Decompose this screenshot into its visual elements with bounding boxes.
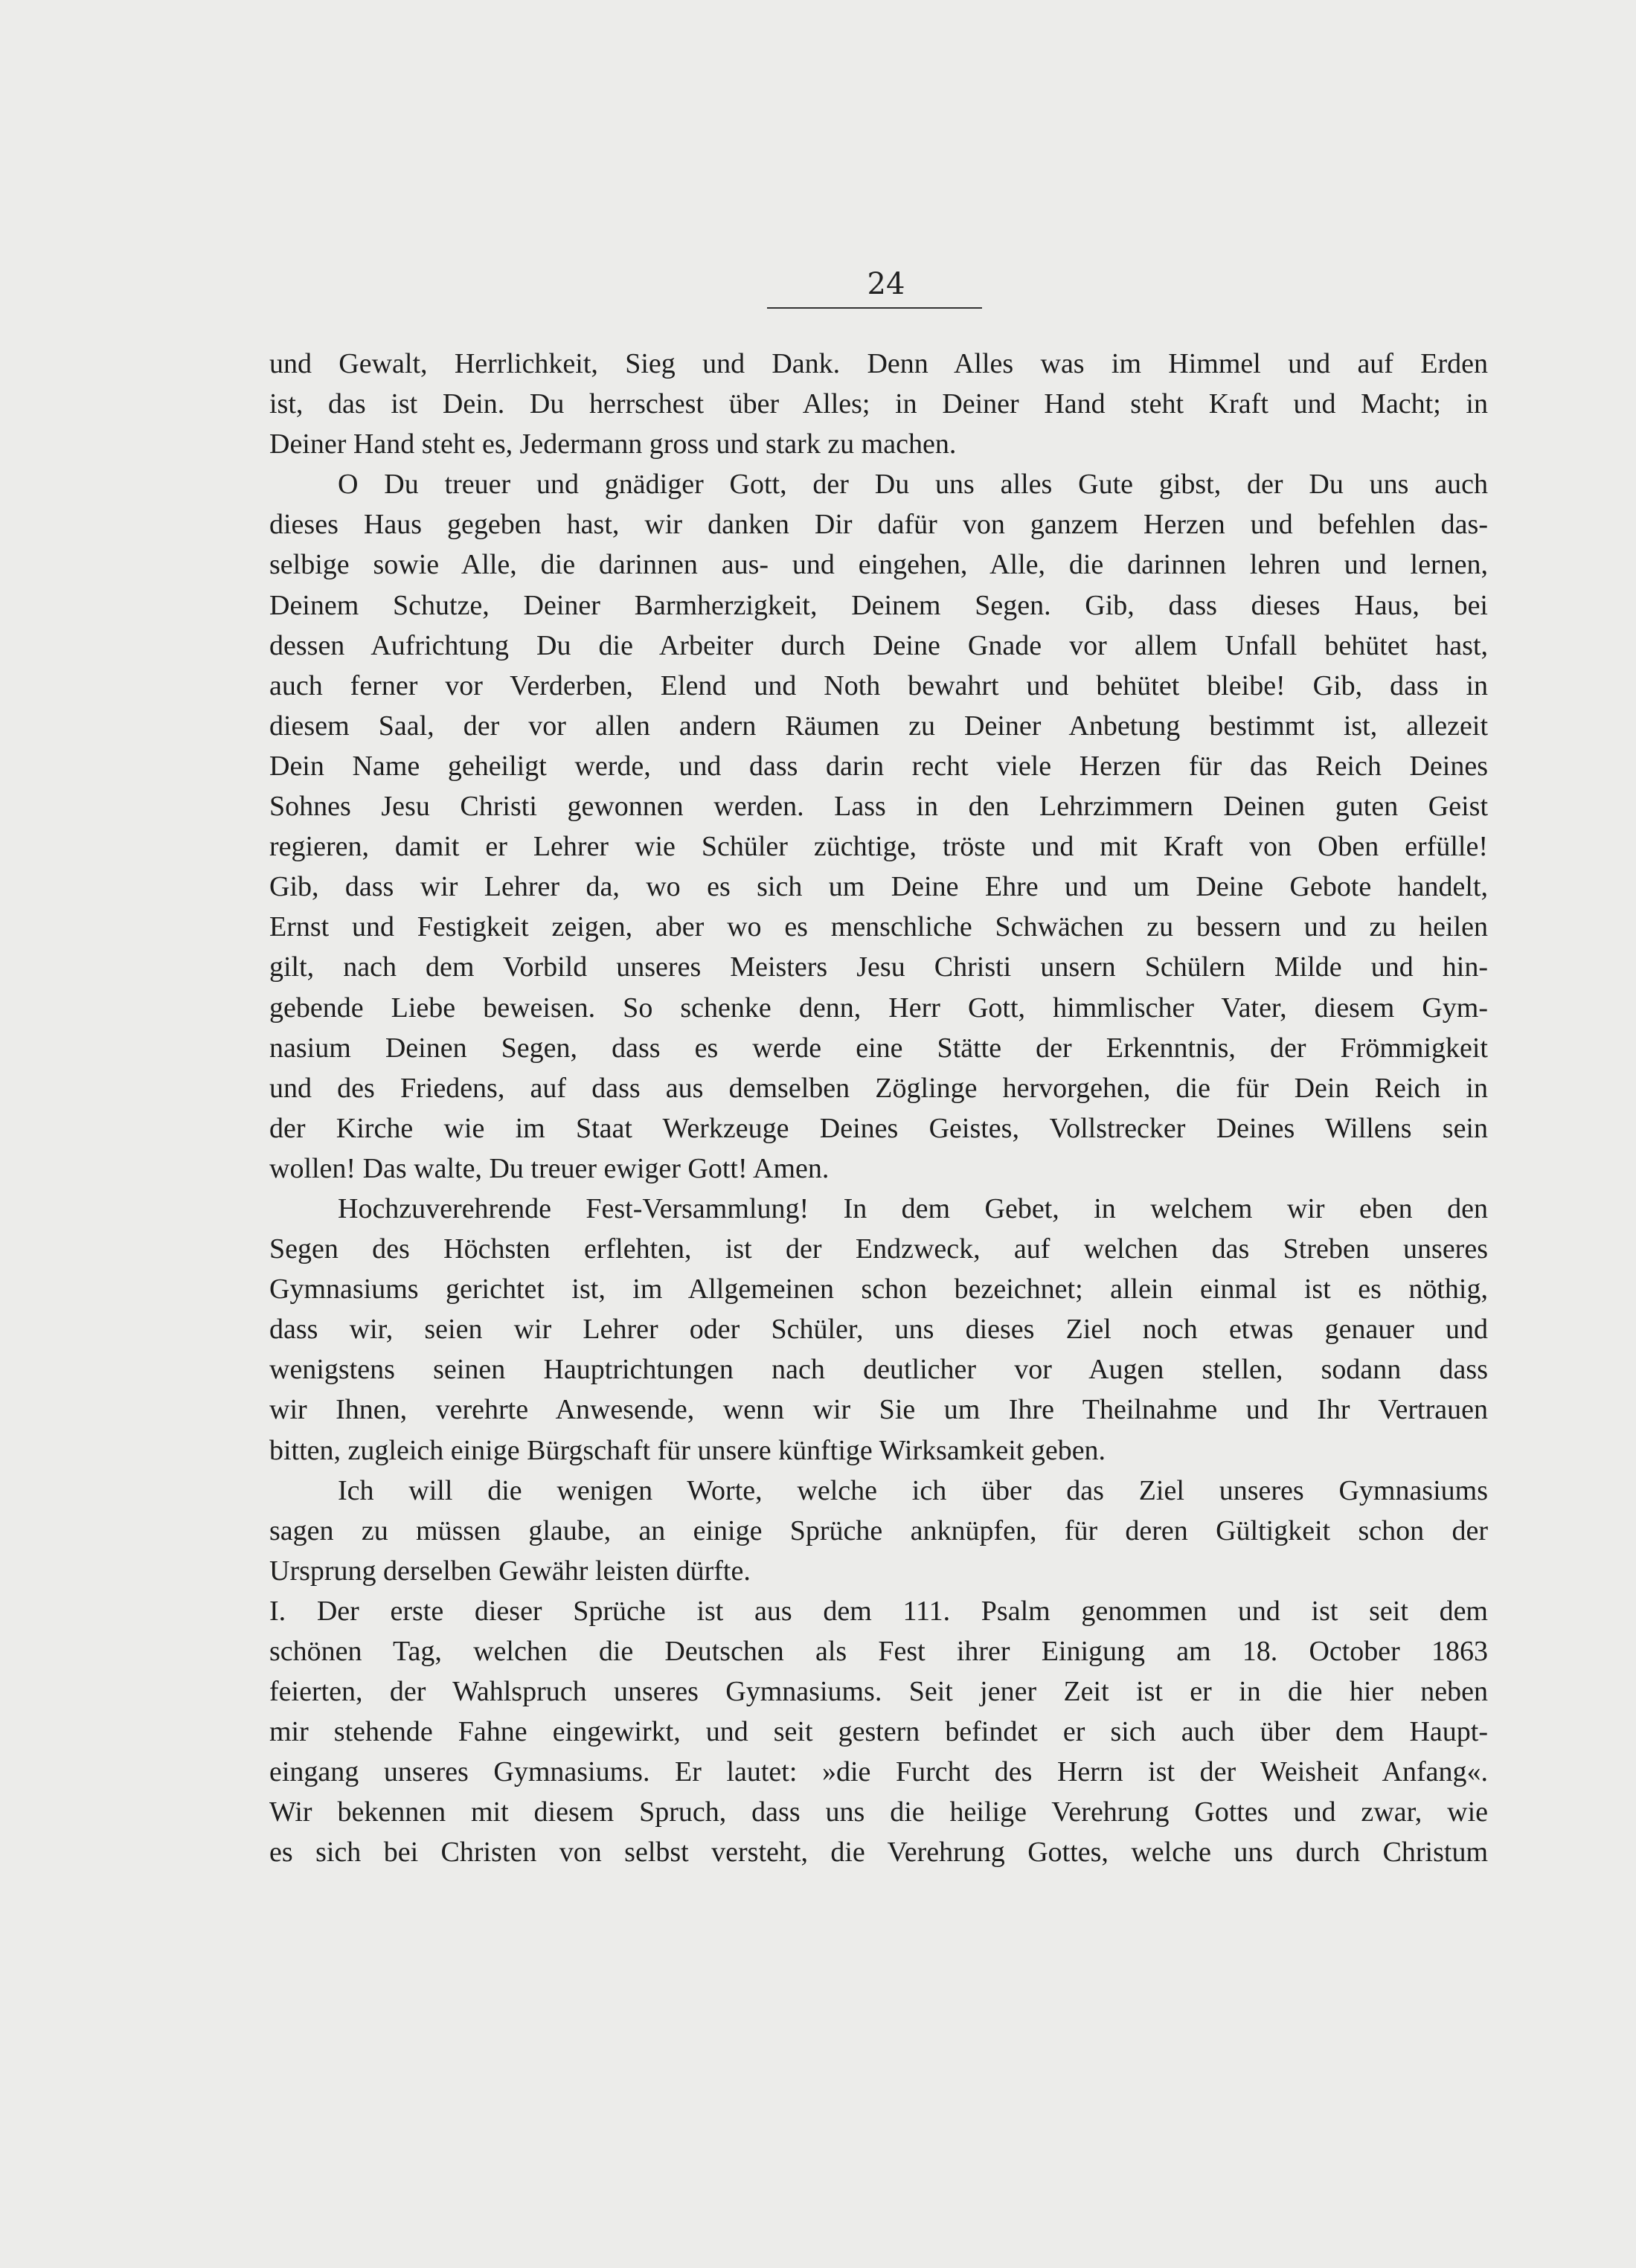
paragraph-first-line: Hochzuverehrende Fest-Versammlung! In dem Gebet, in welchem wir eben den <box>338 1192 1488 1224</box>
text-line: es sich bei Christen von selbst versteht, die Verehrung Gottes, welche uns durch Christum <box>269 1837 1488 1869</box>
header-rule <box>767 307 982 309</box>
text-line: auch ferner vor Verderben, Elend und Noth bewahrt und behütet bleibe! Gib, dass in <box>269 669 1488 701</box>
text-line: Dein Name geheiligt werde, und dass darin recht viele Herzen für das Reich Deines <box>269 750 1488 782</box>
text-line: sagen zu müssen glaube, an einige Sprüche anknüpfen, für deren Gültigkeit schon der <box>269 1514 1488 1546</box>
page-number: 24 <box>867 267 905 301</box>
text-line: der Kirche wie im Staat Werkzeuge Deines Geistes, Vollstrecker Deines Willens sein <box>269 1112 1488 1144</box>
body-text <box>269 344 1488 1873</box>
text-line: nasium Deinen Segen, dass es werde eine Stätte der Erkenntnis, der Frömmigkeit <box>269 1032 1488 1064</box>
text-line: bitten, zugleich einige Bürgschaft für unsere künftige Wirksamkeit geben. <box>269 1434 1106 1466</box>
paragraph-first-line: I. Der erste dieser Sprüche ist aus dem 111. Psalm genommen und ist seit dem <box>269 1595 1488 1627</box>
text-line: selbige sowie Alle, die darinnen aus- und eingehen, Alle, die darinnen lehren und lernen, <box>269 549 1488 581</box>
text-line: Ernst und Festigkeit zeigen, aber wo es menschliche Schwächen zu bessern und zu heilen <box>269 911 1488 943</box>
text-line: und Gewalt, Herrlichkeit, Sieg und Dank. Denn Alles was im Himmel und auf Erden <box>269 348 1488 379</box>
text-line: dass wir, seien wir Lehrer oder Schüler, uns dieses Ziel noch etwas genauer und <box>269 1314 1488 1346</box>
text-line: schönen Tag, welchen die Deutschen als Fest ihrer Einigung am 18. October 1863 <box>269 1636 1488 1667</box>
text-line: Sohnes Jesu Christi gewonnen werden. Lass in den Lehrzimmern Deinen guten Geist <box>269 791 1488 823</box>
text-line: Wir bekennen mit diesem Spruch, dass uns die heilige Verehrung Gottes und zwar, wie <box>269 1796 1488 1828</box>
text-line: mir stehende Fahne eingewirkt, und seit gestern befindet er sich auch über dem Haupt- <box>269 1716 1488 1748</box>
text-line: Ursprung derselben Gewähr leisten dürfte. <box>269 1555 751 1587</box>
text-line: feierten, der Wahlspruch unseres Gymnasiums. Seit jener Zeit ist er in die hier neben <box>269 1676 1488 1708</box>
text-line: wollen! Das walte, Du treuer ewiger Gott! Amen. <box>269 1152 830 1184</box>
text-line: ist, das ist Dein. Du herrschest über Alles; in Deiner Hand steht Kraft und Macht; in <box>269 388 1488 420</box>
text-line: und des Friedens, auf dass aus demselben Zöglinge hervorgehen, die für Dein Reich in <box>269 1072 1488 1104</box>
text-line: diesem Saal, der vor allen andern Räumen zu Deiner Anbetung bestimmt ist, allezeit <box>269 710 1488 742</box>
text-line: dessen Aufrichtung Du die Arbeiter durch Deine Gnade vor allem Unfall behütet hast, <box>269 629 1488 661</box>
text-line: Gib, dass wir Lehrer da, wo es sich um Deine Ehre und um Deine Gebote handelt, <box>269 871 1488 903</box>
paragraph-first-line: Ich will die wenigen Worte, welche ich über das Ziel unseres Gymnasiums <box>338 1474 1488 1506</box>
paragraph-first-line: O Du treuer und gnädiger Gott, der Du uns alles Gute gibst, der Du uns auch <box>338 469 1488 501</box>
text-line: Deiner Hand steht es, Jedermann gross und stark zu machen. <box>269 428 957 460</box>
text-line: gilt, nach dem Vorbild unseres Meisters Jesu Christi unsern Schülern Milde und hin- <box>269 951 1488 983</box>
text-line: gebende Liebe beweisen. So schenke denn, Herr Gott, himmlischer Vater, diesem Gym- <box>269 992 1488 1024</box>
text-line: Deinem Schutze, Deiner Barmherzigkeit, Deinem Segen. Gib, dass dieses Haus, bei <box>269 589 1488 621</box>
text-line: Gymnasiums gerichtet ist, im Allgemeinen schon bezeichnet; allein einmal ist es nöthig, <box>269 1273 1488 1305</box>
text-line: Segen des Höchsten erflehten, ist der Endzweck, auf welchen das Streben unseres <box>269 1233 1488 1265</box>
text-line: wir Ihnen, verehrte Anwesende, wenn wir Sie um Ihre Theilnahme und Ihr Vertrauen <box>269 1394 1488 1426</box>
text-line: regieren, damit er Lehrer wie Schüler züchtige, tröste und mit Kraft von Oben erfülle! <box>269 831 1488 863</box>
text-line: dieses Haus gegeben hast, wir danken Dir dafür von ganzem Herzen und befehlen das- <box>269 509 1488 541</box>
text-line: wenigstens seinen Hauptrichtungen nach deutlicher vor Augen stellen, sodann dass <box>269 1354 1488 1386</box>
text-line: eingang unseres Gymnasiums. Er lautet: »die Furcht des Herrn ist der Weisheit Anfang«. <box>269 1756 1488 1788</box>
